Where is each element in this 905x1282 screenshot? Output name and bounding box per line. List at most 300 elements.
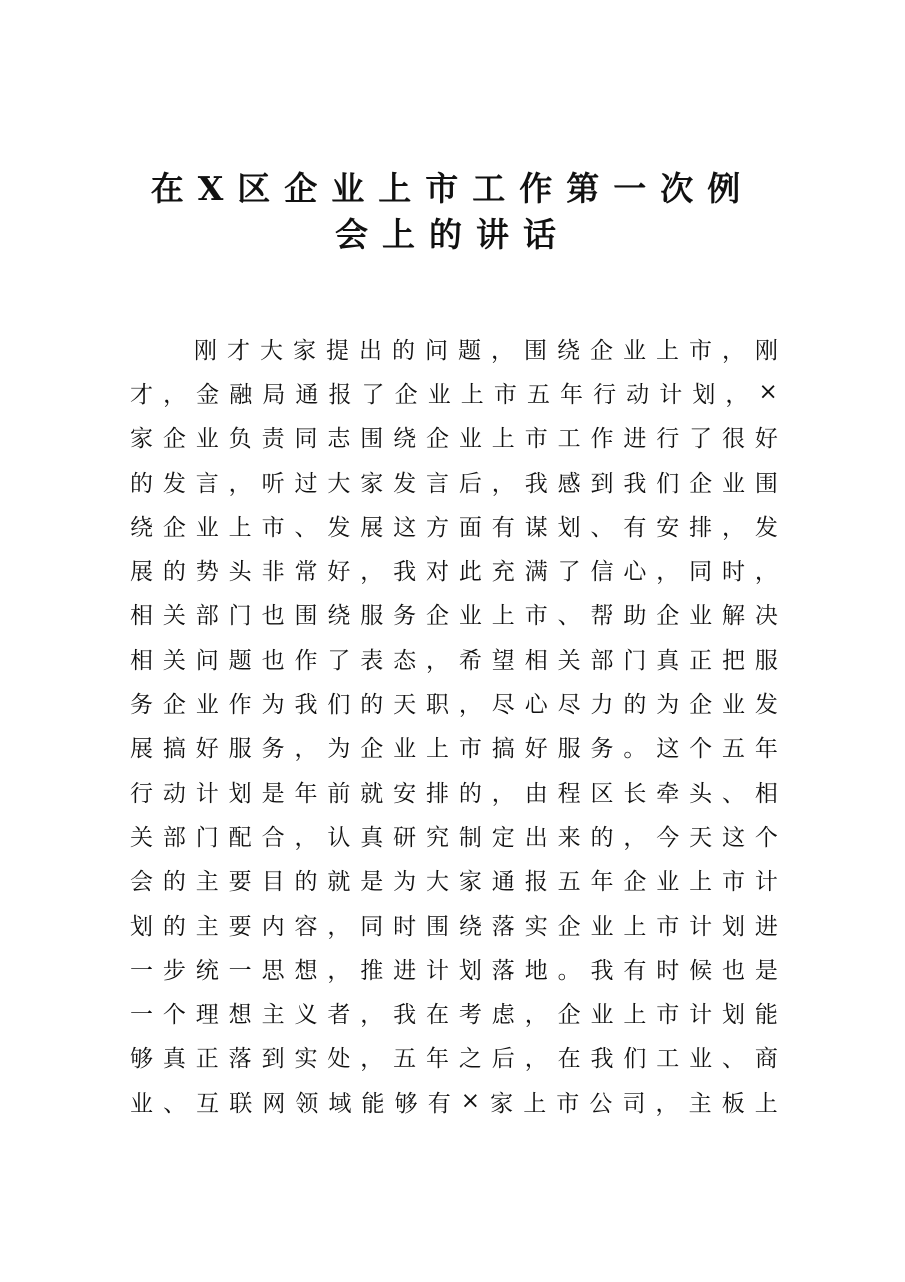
body-char: 真 — [656, 647, 680, 674]
body-char: 家 — [360, 470, 384, 497]
body-char: 门 — [195, 824, 219, 851]
body-char: 提 — [326, 337, 349, 364]
body-char: ， — [426, 647, 450, 674]
body-char: 企 — [162, 426, 186, 453]
body-char: 发 — [754, 514, 778, 541]
body-line — [130, 902, 778, 946]
body-char: 上 — [491, 426, 515, 453]
body-char: 我 — [393, 559, 417, 586]
body-char: 言 — [195, 470, 219, 497]
body-char: 同 — [294, 426, 318, 453]
body-char: 尽 — [491, 692, 515, 719]
body-char: 方 — [426, 514, 450, 541]
body-char: 究 — [426, 824, 450, 851]
body-char: 思 — [261, 957, 285, 984]
body-char: 发 — [162, 470, 186, 497]
body-char: 大 — [426, 869, 450, 896]
body-char: 我 — [294, 692, 318, 719]
body-char: 部 — [162, 824, 186, 851]
body-char: × — [460, 1088, 481, 1115]
body-char: 有 — [623, 514, 647, 541]
body-char: 上 — [523, 1090, 547, 1117]
body-char: 市 — [656, 913, 680, 940]
body-char: 、 — [557, 603, 581, 630]
body-char: 划 — [557, 514, 581, 541]
body-char: 市 — [493, 381, 517, 408]
body-char: 业 — [590, 913, 614, 940]
body-char: 是 — [360, 869, 384, 896]
body-char: 态 — [393, 647, 417, 674]
body-char: 绕 — [130, 514, 153, 541]
body-char: 联 — [229, 1090, 253, 1117]
body-char: 要 — [228, 913, 252, 940]
body-char: 年 — [426, 1046, 450, 1073]
body-char: 真 — [162, 1046, 186, 1073]
body-char: 的 — [590, 824, 614, 851]
body-char: 此 — [458, 559, 482, 586]
body-line — [130, 769, 778, 813]
body-char: 计 — [659, 381, 683, 408]
body-char: 划 — [692, 381, 716, 408]
body-line — [130, 415, 778, 459]
body-char: 望 — [491, 647, 515, 674]
title-line-1: 在X区企业上市工作第一次例 — [150, 169, 755, 208]
body-char: 职 — [426, 692, 450, 719]
body-char: 展 — [130, 736, 153, 763]
body-char: 围 — [360, 426, 384, 453]
body-char: 这 — [393, 514, 417, 541]
body-char: 步 — [162, 957, 186, 984]
body-char: 一 — [130, 1002, 153, 1029]
body-char: 决 — [754, 603, 778, 630]
body-char: 关 — [557, 647, 581, 674]
title-line-2: 会上的讲话 — [335, 215, 570, 254]
body-char: 面 — [458, 514, 482, 541]
body-char: 这 — [656, 736, 680, 763]
body-char: 时 — [393, 913, 417, 940]
body-char: 、 — [163, 1090, 187, 1117]
body-char: 有 — [427, 1090, 451, 1117]
body-char: 围 — [754, 470, 778, 497]
body-char: 相 — [130, 647, 153, 674]
body-char: 推 — [360, 957, 384, 984]
body-char: 动 — [626, 381, 650, 408]
body-char: 市 — [524, 426, 548, 453]
body-char: 解 — [722, 603, 746, 630]
body-char: 搞 — [491, 736, 515, 763]
body-char: 绕 — [327, 603, 351, 630]
body-char: 安 — [393, 780, 417, 807]
body-char: 企 — [689, 692, 713, 719]
body-char: 划 — [722, 913, 746, 940]
body-char: ， — [623, 824, 647, 851]
body-char: 我 — [393, 1002, 417, 1029]
body-char: 处 — [327, 1046, 351, 1073]
body-char: 会 — [130, 869, 153, 896]
body-char: 的 — [294, 869, 318, 896]
body-char: 领 — [295, 1090, 319, 1117]
body-char: 的 — [360, 692, 384, 719]
body-char: 计 — [689, 1002, 713, 1029]
body-char: 五 — [393, 1046, 417, 1073]
body-char: 者 — [327, 1002, 351, 1029]
body-char: 是 — [754, 957, 778, 984]
body-char: 心 — [524, 692, 548, 719]
body-line — [130, 326, 778, 370]
body-char: 家 — [490, 1090, 514, 1117]
body-char: 为 — [393, 869, 417, 896]
body-char: 出 — [524, 824, 548, 851]
body-char: 表 — [360, 647, 384, 674]
body-char: ， — [360, 559, 384, 586]
body-line — [130, 547, 778, 591]
body-char: ， — [754, 559, 778, 586]
body-char: ， — [491, 780, 515, 807]
body-char: 候 — [689, 957, 713, 984]
body-char: 在 — [557, 1046, 581, 1073]
body-char: 容 — [294, 913, 318, 940]
body-char: 来 — [557, 824, 581, 851]
body-char: 计 — [754, 869, 778, 896]
body-char: 对 — [426, 559, 450, 586]
body-char: 工 — [656, 1046, 680, 1073]
body-char: 好 — [327, 559, 351, 586]
body-char: 板 — [721, 1090, 745, 1117]
body-char: 企 — [656, 603, 680, 630]
body-line — [130, 858, 778, 902]
body-char: 、 — [294, 514, 318, 541]
body-char: 行 — [593, 381, 617, 408]
body-char: 上 — [656, 337, 679, 364]
body-char: 牵 — [656, 780, 680, 807]
body-char: 业 — [590, 1002, 614, 1029]
body-char: 想 — [294, 957, 318, 984]
body-char: 有 — [623, 957, 647, 984]
body-char: 五 — [557, 869, 581, 896]
body-char: 。 — [557, 957, 581, 984]
body-char: 业 — [689, 1046, 713, 1073]
body-char: 动 — [162, 780, 186, 807]
body-char: 服 — [754, 647, 778, 674]
body-char: 绕 — [557, 337, 580, 364]
body-char: 同 — [689, 559, 713, 586]
body-char: 家 — [458, 869, 482, 896]
body-char: ， — [656, 559, 680, 586]
body-char: 题 — [228, 647, 252, 674]
body-char: 刚 — [194, 337, 217, 364]
body-char: 好 — [195, 736, 219, 763]
body-char: 进 — [754, 913, 778, 940]
body-line — [130, 1079, 778, 1123]
body-char: 正 — [689, 647, 713, 674]
body-char: 服 — [228, 736, 252, 763]
body-char: 今 — [656, 824, 680, 851]
body-line — [130, 592, 778, 636]
body-char: 融 — [229, 381, 253, 408]
body-char: 合 — [261, 824, 285, 851]
body-char: 义 — [294, 1002, 318, 1029]
body-char: ， — [163, 381, 187, 408]
body-char: 上 — [491, 603, 515, 630]
body-char: 主 — [261, 1002, 285, 1029]
body-char: 们 — [656, 470, 680, 497]
body-char: 绕 — [458, 913, 482, 940]
body-char: ， — [327, 957, 351, 984]
body-char: 公 — [589, 1090, 613, 1117]
body-char: 业 — [656, 869, 680, 896]
body-char: 门 — [228, 603, 252, 630]
body-char: 内 — [261, 913, 285, 940]
body-char: 业 — [195, 426, 219, 453]
body-char: 围 — [426, 913, 450, 940]
body-char: 划 — [228, 780, 252, 807]
body-char: 网 — [262, 1090, 286, 1117]
body-char: 头 — [228, 559, 252, 586]
body-char: 互 — [196, 1090, 220, 1117]
body-char: 地 — [524, 957, 548, 984]
body-char: 进 — [393, 957, 417, 984]
body-char: 关 — [162, 603, 186, 630]
body-char: 的 — [623, 692, 647, 719]
body-char: ， — [524, 1002, 548, 1029]
body-char: 家 — [293, 337, 316, 364]
body-char: ， — [722, 337, 745, 364]
body-char: 个 — [689, 736, 713, 763]
body-char: 天 — [393, 692, 417, 719]
body-char: 相 — [524, 647, 548, 674]
body-char: 搞 — [162, 736, 186, 763]
body-char: 通 — [295, 381, 319, 408]
body-char: 是 — [261, 780, 285, 807]
body-char: 市 — [656, 1002, 680, 1029]
body-char: 业 — [722, 692, 746, 719]
body-char: 业 — [393, 736, 417, 763]
body-char: 问 — [425, 337, 448, 364]
body-line — [130, 813, 778, 857]
body-char: 业 — [689, 603, 713, 630]
body-char: 服 — [557, 736, 581, 763]
body-char: ， — [327, 913, 351, 940]
body-char: ， — [360, 1002, 384, 1029]
body-line — [130, 946, 778, 990]
body-char: 出 — [359, 337, 382, 364]
body-char: 实 — [294, 1046, 318, 1073]
body-char: 的 — [392, 337, 415, 364]
body-char: ， — [360, 1046, 384, 1073]
body-char: 希 — [458, 647, 482, 674]
body-char: 计 — [426, 957, 450, 984]
body-char: 常 — [294, 559, 318, 586]
body-char: ， — [524, 1046, 548, 1073]
body-char: 五 — [526, 381, 550, 408]
body-char: 后 — [491, 1046, 515, 1073]
body-char: 非 — [261, 559, 285, 586]
body-char: 司 — [622, 1090, 646, 1117]
body-char: 我 — [590, 957, 614, 984]
body-char: 服 — [360, 603, 384, 630]
body-char: 划 — [722, 1002, 746, 1029]
body-char: 很 — [722, 426, 746, 453]
body-line — [130, 1035, 778, 1079]
body-char: 的 — [162, 559, 186, 586]
body-char: 充 — [491, 559, 515, 586]
body-char: 了 — [361, 381, 385, 408]
body-char: 我 — [524, 470, 548, 497]
body-char: 报 — [328, 381, 352, 408]
body-char: 为 — [656, 692, 680, 719]
body-char: 也 — [261, 647, 285, 674]
body-char: 通 — [491, 869, 515, 896]
body-char: 市 — [524, 603, 548, 630]
body-char: 展 — [360, 514, 384, 541]
body-char: ， — [228, 470, 252, 497]
body-char: ， — [294, 824, 318, 851]
body-char: 时 — [656, 957, 680, 984]
body-char: 上 — [460, 381, 484, 408]
body-char: 年 — [294, 780, 318, 807]
body-char: 统 — [195, 957, 219, 984]
body-char: 的 — [162, 913, 186, 940]
body-char: 行 — [130, 780, 153, 807]
body-char: 有 — [491, 514, 515, 541]
body-char: 企 — [623, 869, 647, 896]
body-char: 市 — [689, 337, 712, 364]
body-char: 我 — [590, 1046, 614, 1073]
body-char: 业 — [130, 1090, 153, 1117]
body-char: 务 — [130, 692, 153, 719]
body-char: 时 — [722, 559, 746, 586]
body-char: ， — [294, 736, 318, 763]
body-char: 、 — [722, 1046, 746, 1073]
body-char: 企 — [426, 426, 450, 453]
body-char: 务 — [393, 603, 417, 630]
body-char: ， — [725, 381, 749, 408]
body-char: 上 — [228, 514, 252, 541]
body-char: 制 — [458, 824, 482, 851]
body-char: 好 — [524, 736, 548, 763]
document-title — [120, 166, 785, 258]
body-line — [130, 990, 778, 1034]
body-char: 发 — [327, 514, 351, 541]
body-char: 工 — [557, 426, 581, 453]
body-char: 这 — [722, 824, 746, 851]
body-char: 心 — [623, 559, 647, 586]
body-char: 企 — [162, 692, 186, 719]
body-char: 进 — [623, 426, 647, 453]
body-char: 企 — [557, 1002, 581, 1029]
body-char: 市 — [261, 514, 285, 541]
body-char: 围 — [294, 603, 318, 630]
body-char: 市 — [556, 1090, 580, 1117]
body-char: 才 — [130, 381, 153, 408]
body-char: 年 — [754, 736, 778, 763]
body-line — [130, 680, 778, 724]
body-char: 们 — [623, 1046, 647, 1073]
body-char: 之 — [458, 1046, 482, 1073]
body-char: 相 — [754, 780, 778, 807]
body-char: ， — [722, 514, 746, 541]
body-char: 为 — [327, 736, 351, 763]
body-char: 同 — [360, 913, 384, 940]
body-char: 家 — [130, 426, 153, 453]
body-char: 计 — [689, 913, 713, 940]
body-char: 就 — [327, 869, 351, 896]
body-char: 个 — [754, 824, 778, 851]
body-char: 的 — [458, 780, 482, 807]
body-line — [130, 636, 778, 680]
body-char: 能 — [361, 1090, 385, 1117]
body-line — [130, 725, 778, 769]
document-body — [130, 326, 778, 1123]
body-char: 也 — [722, 957, 746, 984]
body-char: 责 — [261, 426, 285, 453]
body-char: 虑 — [491, 1002, 515, 1029]
body-char: 刚 — [755, 337, 778, 364]
body-char: 了 — [557, 559, 581, 586]
body-char: 关 — [162, 647, 186, 674]
body-char: 就 — [360, 780, 384, 807]
body-char: 正 — [195, 1046, 219, 1073]
body-char: 市 — [722, 869, 746, 896]
body-char: 排 — [689, 514, 713, 541]
body-char: 够 — [394, 1090, 418, 1117]
body-char: 帮 — [590, 603, 614, 630]
body-char: 上 — [754, 1090, 778, 1117]
body-char: 排 — [426, 780, 450, 807]
body-char: 过 — [294, 470, 318, 497]
body-char: 市 — [458, 736, 482, 763]
body-char: 一 — [228, 957, 252, 984]
body-char: 了 — [327, 647, 351, 674]
body-char: 作 — [228, 692, 252, 719]
body-char: 发 — [754, 692, 778, 719]
body-char: 落 — [491, 957, 515, 984]
body-char: 围 — [524, 337, 547, 364]
body-char: 把 — [722, 647, 746, 674]
body-char: 目 — [261, 869, 285, 896]
body-char: 谋 — [524, 514, 548, 541]
body-char: 上 — [689, 869, 713, 896]
body-char: 配 — [228, 824, 252, 851]
body-char: 业 — [427, 381, 451, 408]
body-char: 考 — [458, 1002, 482, 1029]
body-char: 企 — [557, 913, 581, 940]
body-char: 业 — [195, 692, 219, 719]
body-char: 天 — [689, 824, 713, 851]
body-char: 研 — [393, 824, 417, 851]
body-char: 听 — [261, 470, 285, 497]
body-char: 助 — [623, 603, 647, 630]
body-char: 企 — [394, 381, 418, 408]
body-char: ， — [458, 692, 482, 719]
body-char: 计 — [195, 780, 219, 807]
body-char: 上 — [623, 913, 647, 940]
body-char: 域 — [328, 1090, 352, 1117]
body-char: 业 — [458, 603, 482, 630]
body-char: 的 — [130, 470, 153, 497]
body-char: 商 — [754, 1046, 778, 1073]
body-char: 年 — [560, 381, 584, 408]
body-char: 感 — [557, 470, 581, 497]
body-char: 在 — [426, 1002, 450, 1029]
body-char: 们 — [327, 692, 351, 719]
body-char: 势 — [195, 559, 219, 586]
body-char: 到 — [261, 1046, 285, 1073]
body-char: 金 — [196, 381, 220, 408]
body-char: × — [758, 379, 778, 406]
body-char: 上 — [426, 736, 450, 763]
body-char: 行 — [656, 426, 680, 453]
